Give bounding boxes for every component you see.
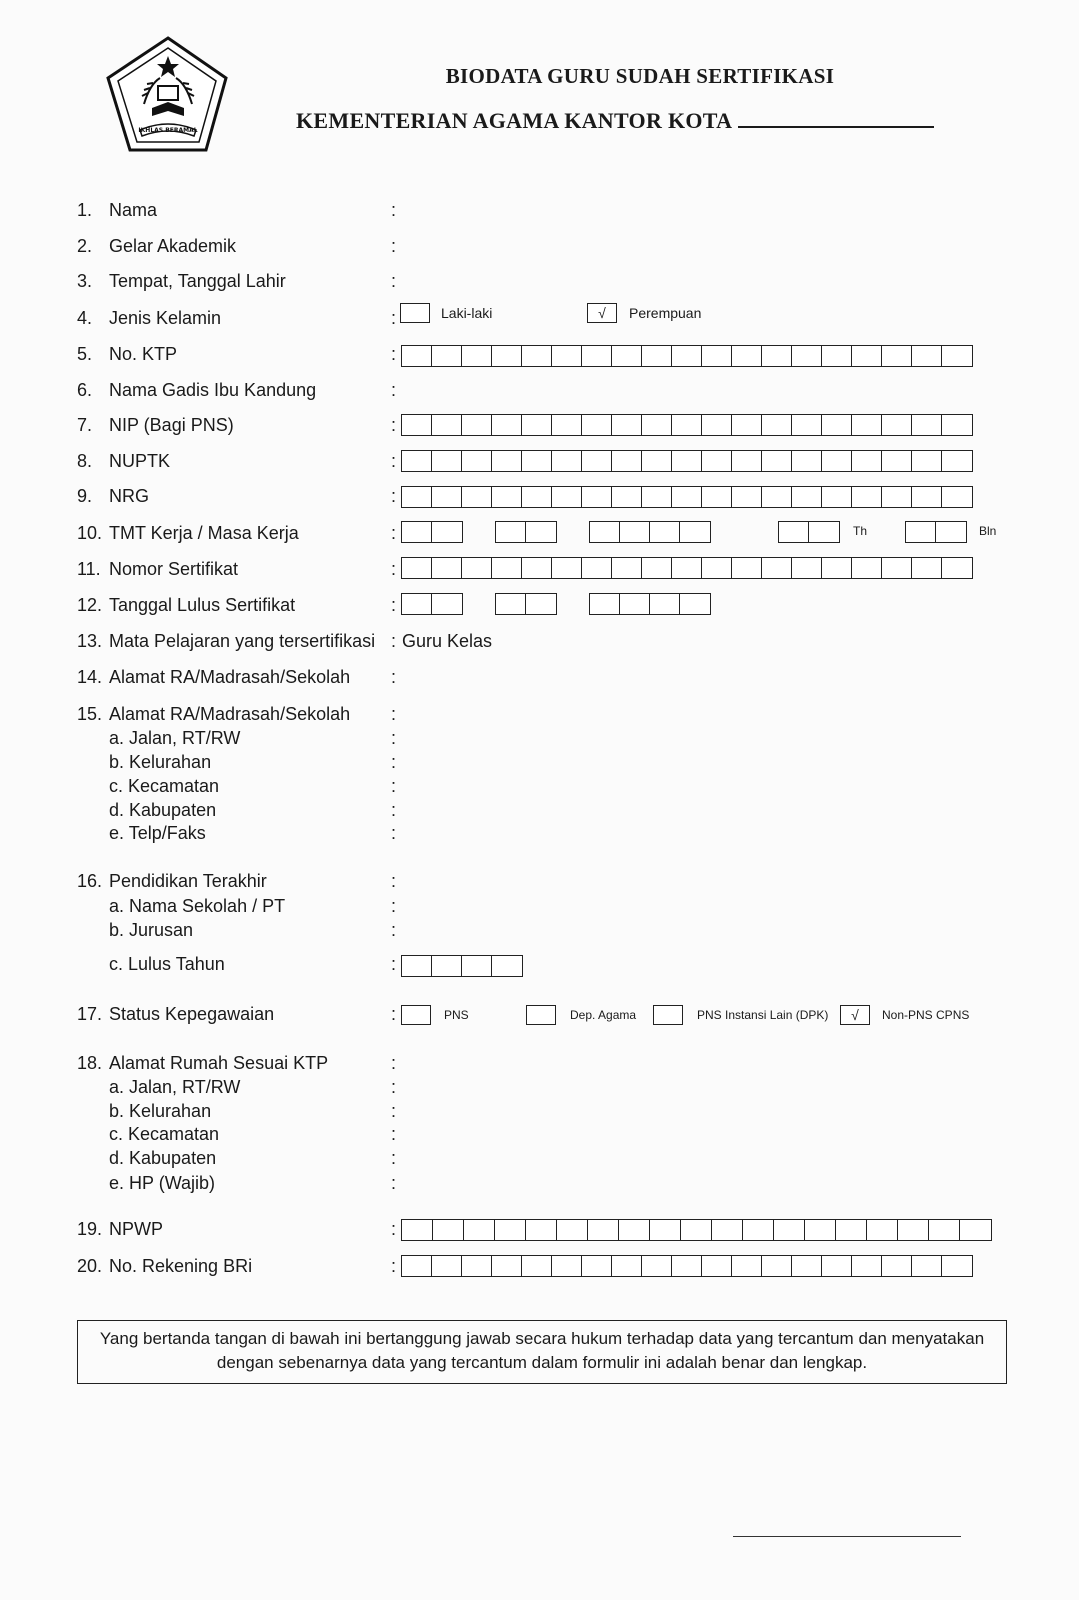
ktp-boxes[interactable] <box>401 345 973 367</box>
label-perempuan: Perempuan <box>629 305 702 321</box>
checkbox-non-pns[interactable]: √ <box>840 1005 870 1025</box>
mata-pelajaran-value: Guru Kelas <box>402 631 493 651</box>
checkbox-dep-agama[interactable] <box>526 1005 556 1025</box>
lulus-tahun-boxes[interactable] <box>401 955 523 977</box>
form-subtitle: KEMENTERIAN AGAMA KANTOR KOTA <box>296 106 934 134</box>
label-non-pns: Non-PNS CPNS <box>882 1008 970 1022</box>
nip-boxes[interactable] <box>401 414 973 436</box>
tmt-month-boxes[interactable] <box>495 521 557 543</box>
checkbox-laki-laki[interactable] <box>400 303 430 323</box>
nuptk-boxes[interactable] <box>401 450 973 472</box>
signature-line[interactable] <box>733 1534 961 1537</box>
nrg-boxes[interactable] <box>401 486 973 508</box>
label-dep-agama: Dep. Agama <box>570 1008 637 1022</box>
masa-kerja-th-boxes[interactable] <box>778 521 840 543</box>
tmt-day-boxes[interactable] <box>401 521 463 543</box>
label-bln: Bln <box>979 524 997 538</box>
declaration-line-1: Yang bertanda tangan di bawah ini bertanggung jawab secara hukum terhadap data yang tercantum dan menyatakan <box>99 1329 985 1348</box>
sertifikat-boxes[interactable] <box>401 557 973 579</box>
label-pns: PNS <box>444 1008 469 1022</box>
checkbox-pns[interactable] <box>401 1005 431 1025</box>
label-pns-dpk: PNS Instansi Lain (DPK) <box>697 1008 829 1022</box>
masa-kerja-bln-boxes[interactable] <box>905 521 967 543</box>
svg-text:IKHLAS BERAMAL: IKHLAS BERAMAL <box>138 127 198 134</box>
checkbox-pns-dpk[interactable] <box>653 1005 683 1025</box>
rekening-boxes[interactable] <box>401 1255 973 1277</box>
lulus-month-boxes[interactable] <box>495 593 557 615</box>
kemenag-emblem-icon <box>104 34 232 158</box>
checkbox-perempuan[interactable]: √ <box>587 303 617 323</box>
kota-blank-line[interactable] <box>738 106 934 128</box>
form-page: IKHLAS BERAMAL BIODATA GURU SUDAH SERTIFIKASI KEMENTERIAN AGAMA KANTOR KOTA 1. Nama : 2. Gelar Akademik : 3. Tempat, Tanggal Lahir : 4. Jenis Kelamin : Laki-laki √ Perempuan 5. No. KTP : 6. Nama Gadis Ibu Kandung : 7. NIP (Bagi PNS) : 8. NUPTK : 9. NRG : 10. TMT Kerja / Masa Kerja : Th Bln 11. Nomor Sertifikat : 12. Tanggal Lulus Sertifikat : 13. Mata Pelajaran yang tersertifikasi : Guru Kelas 14. Alamat RA/Madrasah/Sekolah : 15. Alamat RA/Madrasah/Sekolah : a. Jalan, RT/RW : b. Kelurahan : c. Kecamatan : d. Kabupaten : e. Telp/Faks : 16. Pendidikan Terakhir : a. Nama Sekolah / PT : b. Jurusan : c. Lulus Tahun : 17. Status Kepegawaian : PNS Dep. Agama PNS Instansi Lain (DPK) √ Non-PNS CPNS 18. Alamat Rumah Sesuai KTP : a. Jalan, RT/RW : b. Kelurahan : c. Kecamatan : d. Kabupaten : e. HP (Wajib) : 19. NPWP : 20. No. Rekening BRi : Yang bertanda tangan di bawah ini bertanggung jawab secara hukum terhadap data yang tercantum dan menyatakan dengan sebenarnya data yang tercantum dalam formulir ini adalah benar dan lengkap. <box>0 0 1079 1600</box>
label-th: Th <box>853 524 868 538</box>
label-laki-laki: Laki-laki <box>441 305 493 321</box>
tmt-year-boxes[interactable] <box>589 521 711 543</box>
declaration-line-2: dengan sebenarnya data yang tercantum dalam formulir ini adalah benar dan lengkap. <box>216 1353 868 1372</box>
form-title: BIODATA GURU SUDAH SERTIFIKASI <box>445 64 835 88</box>
lulus-year-boxes[interactable] <box>589 593 711 615</box>
npwp-boxes[interactable] <box>401 1219 992 1241</box>
declaration-box <box>77 1320 1007 1384</box>
lulus-day-boxes[interactable] <box>401 593 463 615</box>
